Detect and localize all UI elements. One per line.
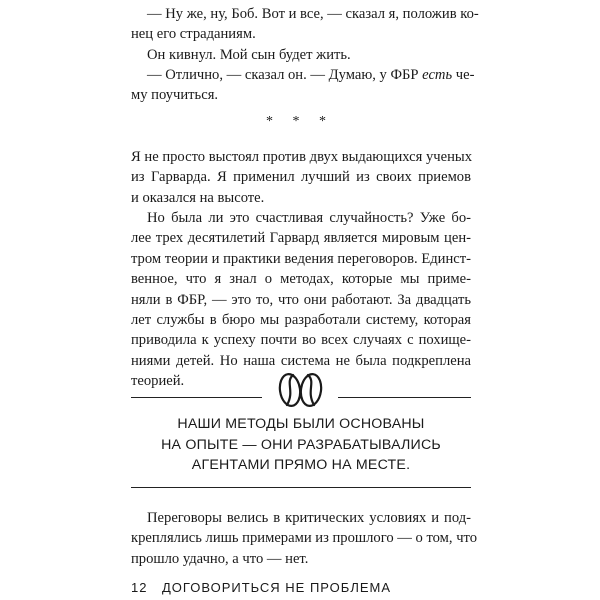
text-line: — Ну же, ну, Боб. Вот и все, — сказал я, положив ко-: [147, 6, 479, 22]
text-line: и оказался на высоте.: [131, 189, 265, 206]
text-line: лее трех десятилетий Гарвард является мировым цен-: [131, 230, 471, 247]
paragraph-dialogue-2: [131, 45, 471, 65]
text-line: Но была ли это счастливая случайность? Уже бо-: [147, 210, 471, 226]
emphasis: есть: [422, 67, 453, 83]
pull-quote: [131, 414, 471, 476]
section-separator: * * *: [266, 114, 334, 129]
pull-quote-line: НАШИ МЕТОДЫ БЫЛИ ОСНОВАНЫ: [177, 416, 425, 432]
text-line: прошло удачно, а что — нет.: [131, 550, 309, 567]
pull-quote-rule-left: [131, 397, 262, 398]
pull-quote-line: АГЕНТАМИ ПРЯМО НА МЕСТЕ.: [191, 457, 411, 474]
page-number: 12: [131, 580, 148, 595]
text-line: няли в ФБР, — это то, что они работают. За двадцать: [131, 291, 471, 308]
text-line: приводила к успеху почти во всех случаях с похище-: [131, 332, 471, 349]
paragraph-dialogue-1: [131, 4, 479, 45]
text-line: Он кивнул. Мой сын будет жить.: [147, 47, 351, 63]
text-line: Я не просто выстоял против двух выдающихся ученых: [131, 149, 473, 165]
text-line: тром теории и практики ведения переговоров. Единст-: [131, 250, 471, 267]
text-line: — Отлично, — сказал он. — Думаю, у ФБР есть че-: [147, 67, 475, 83]
running-title: ДОГОВОРИТЬСЯ НЕ ПРОБЛЕМА: [162, 580, 392, 595]
paragraph-dialogue-3: [131, 65, 475, 106]
text-line: Переговоры велись в критических условиях и под-: [147, 510, 471, 526]
text-line: венное, что я знал о методах, которые мы приме-: [131, 271, 471, 288]
pull-quote-line: НА ОПЫТЕ — ОНИ РАЗРАБАТЫВАЛИСЬ: [161, 436, 441, 453]
text-line: креплялись лишь примерами из прошлого — о том, что: [131, 530, 478, 547]
text-line: нец его страданиям.: [131, 26, 256, 43]
text-line: теорией.: [131, 373, 185, 390]
coffee-beans-icon: [276, 369, 324, 409]
paragraph-harvard: [131, 147, 471, 208]
paragraph-negotiations: [131, 508, 478, 569]
text-line: ниями детей. Но наша система не была подкреплена: [131, 352, 471, 369]
text-line: из Гарварда. Я применил лучший из своих приемов: [131, 169, 471, 186]
pull-quote-rule-right: [338, 397, 471, 398]
text-line: лет службы в бюро мы разработали систему, которая: [131, 312, 471, 329]
pull-quote-rule-bottom: [131, 487, 471, 488]
paragraph-chance: [131, 208, 471, 392]
text-line: му поучиться.: [131, 87, 219, 104]
